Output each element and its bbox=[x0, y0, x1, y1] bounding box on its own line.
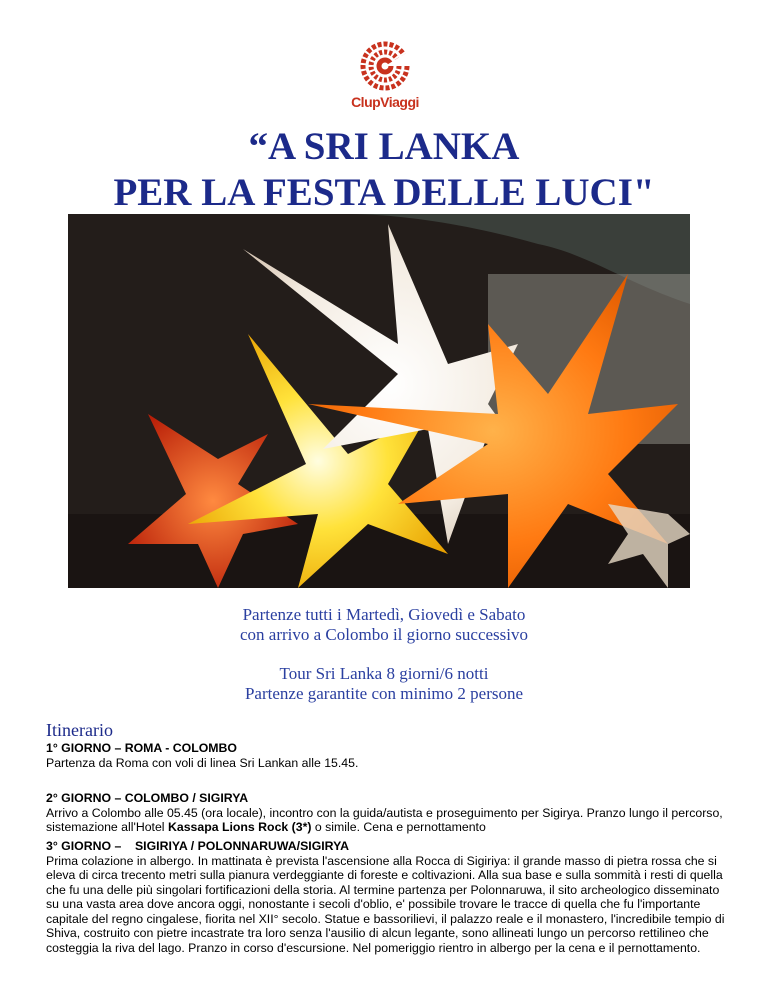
itinerary-day-3 bbox=[46, 839, 726, 955]
day-title: 1° GIORNO – ROMA - COLOMBO bbox=[46, 741, 237, 755]
brand-name: ClupViaggi bbox=[351, 94, 419, 110]
tour-line2: Partenze garantite con minimo 2 persone bbox=[244, 684, 524, 703]
day-text-part: Arrivo a Colombo alle 05.45 (ora locale), incontro con la guida/autista e proseguimento per Sigirya. Pranzo lungo il percorso, sistemazione all'Hotel bbox=[46, 805, 723, 834]
page-title-line1: “A SRI LANKA bbox=[248, 125, 520, 168]
shell-icon bbox=[359, 40, 411, 92]
tour-line1: Tour Sri Lanka 8 giorni/6 notti bbox=[279, 664, 489, 683]
day-title: 2° GIORNO – COLOMBO / SIGIRYA bbox=[46, 791, 249, 805]
departures-line2: con arrivo a Colombo il giorno successivo bbox=[239, 625, 528, 644]
brand-logo bbox=[330, 40, 440, 110]
hotel-name: Kassapa Lions Rock (3*) bbox=[167, 820, 312, 834]
departures-line1: Partenze tutti i Martedì, Giovedì e Sabato bbox=[242, 605, 526, 624]
day-title: 3° GIORNO – SIGIRIYA / POLONNARUWA/SIGIRYA bbox=[46, 839, 350, 853]
day-text: Prima colazione in albergo. In mattinata è prevista l'ascensione alla Rocca di Sigiriya: il grande masso di pietra rossa che si eleva di circa trecento metri sulla pianura verdeggiante di foreste e coltivazioni. Alla sua base e sulla sommità i resti di quella che fu una delle più singolari fortificazioni della storia. Al termine partenza per Polonnaruwa, il sito archeologico disseminato su una vasta area dove ancora oggi, nonostante i secoli d'oblio, e' possibile trovare le tracce di quella che fu l'importante capitale del regno cingalese, fiorita nel XII° secolo. Statue e bassorilievi, il palazzo reale e il monastero, l'incredibile tempio di Shiva, costruito con pietre incastrate tra loro senza l'ausilio di alcun legante, sono allineati lungo un percorso rettilineo che costeggia la riva del lago. Pranzo in corso d'escursione. Nel pomeriggio rientro in albergo per la cena e il pernottamento. bbox=[46, 853, 725, 955]
day-text bbox=[46, 806, 726, 835]
itinerary-day-1 bbox=[46, 741, 726, 770]
day-text-part: o simile. Cena e pernottamento bbox=[311, 820, 486, 834]
itinerary-heading: Itinerario bbox=[46, 720, 113, 740]
hero-photo bbox=[68, 214, 690, 588]
page-title-line2: PER LA FESTA DELLE LUCI" bbox=[113, 171, 655, 214]
day-text: Partenza da Roma con voli di linea Sri Lankan alle 15.45. bbox=[46, 755, 359, 770]
itinerary-day-2 bbox=[46, 791, 726, 835]
